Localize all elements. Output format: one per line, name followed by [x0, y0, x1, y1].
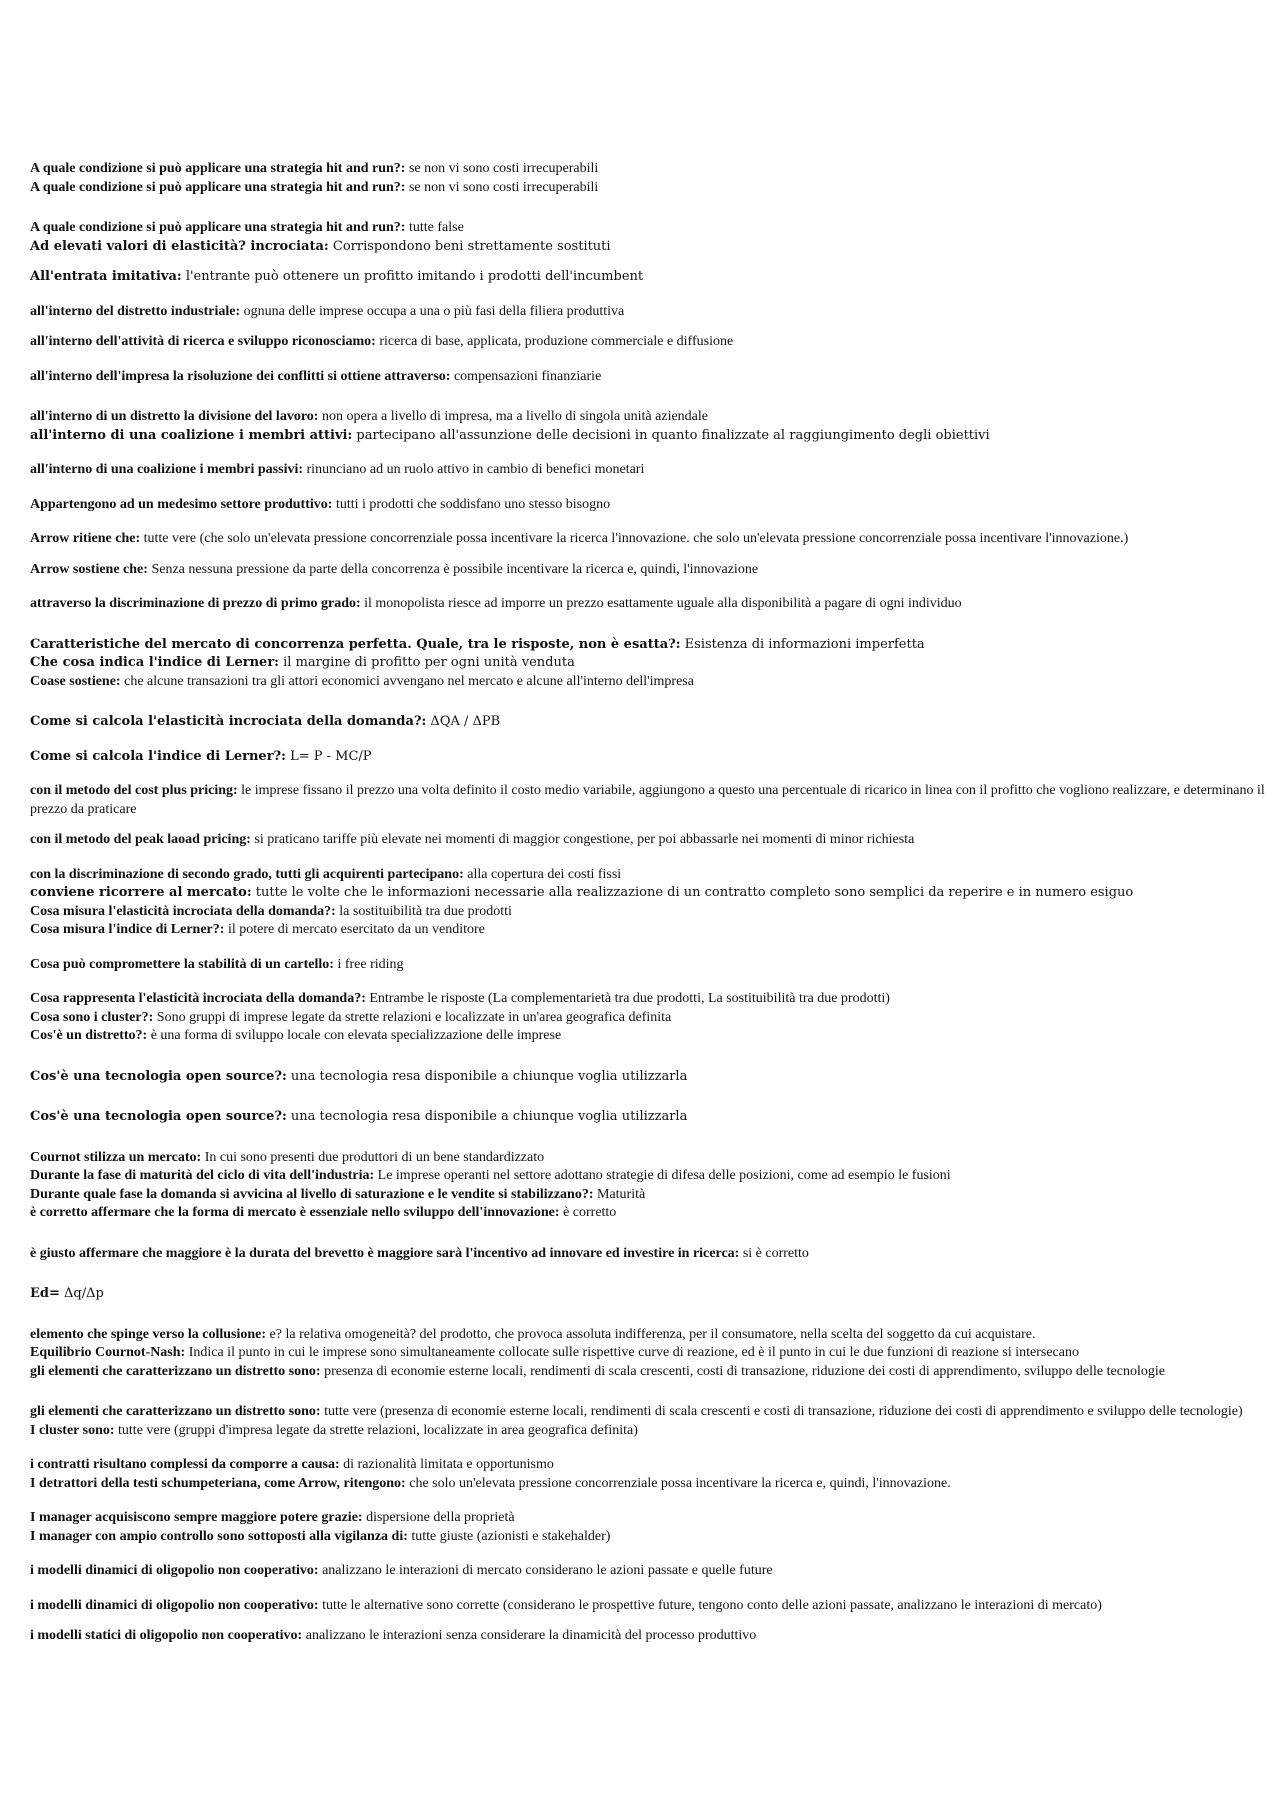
question-text: Appartengono ad un medesimo settore produttivo:	[30, 496, 333, 512]
qa-entry	[30, 713, 1266, 732]
question-text: con la discriminazione di secondo grado, tutti gli acquirenti partecipano:	[30, 866, 464, 882]
answer-text: ognuna delle imprese occupa a una o più fasi della filiera produttiva	[240, 303, 625, 319]
question-text: Come si calcola l'indice di Lerner?:	[30, 748, 286, 764]
answer-text: che solo un'elevata pressione concorrenziale possa incentivare la ricerca e, quindi, l'innovazione.	[405, 1475, 951, 1491]
question-text: con il metodo del cost plus pricing:	[30, 783, 238, 798]
question-text: gli elementi che caratterizzano un distretto sono:	[30, 1404, 321, 1419]
answer-text: le imprese fissano il prezzo una volta definito il costo medio variabile, aggiungono a questo una percentuale di ricarico in linea con il profitto che vogliono realizzare, e determinano il prezzo da praticare	[30, 783, 1265, 817]
question-text: Ed=	[30, 1286, 60, 1301]
qa-entry	[30, 782, 1266, 819]
question-text: Cos'è una tecnologia open source?:	[30, 1109, 287, 1124]
question-text: con il metodo del peak laoad pricing:	[30, 832, 251, 847]
answer-text: se non vi sono costi irrecuperabili	[405, 161, 599, 176]
answer-text: analizzano le interazioni di mercato considerano le azioni passate e quelle future	[318, 1563, 773, 1578]
answer-text: tutte vere (che solo un'elevata pressione concorrenziale possa incentivare la ricerca l'innovazione. che solo un'elevata pressione concorrenziale possa incentivare l'innovazione.)	[140, 531, 1129, 546]
qa-entry	[30, 1562, 1266, 1581]
document-page	[30, 160, 1266, 1646]
question-text: conviene ricorrere al mercato:	[30, 885, 252, 900]
answer-text: tutte le volte che le informazioni necessarie alla realizzazione di un contratto completo sono semplici da reperire e in numero esiguo	[251, 885, 1134, 900]
qa-entry	[30, 1186, 1266, 1205]
qa-entry	[30, 990, 1266, 1009]
answer-text: alla copertura dei costi fissi	[463, 866, 622, 882]
answer-text: Indica il punto in cui le imprese sono simultaneamente collocate sulle rispettive curve di reazione, ed è il punto in cui le due funzioni di reazione si intersecano	[185, 1345, 1079, 1360]
question-text: all'interno di un distretto la divisione del lavoro:	[30, 409, 319, 424]
answer-text: Sono gruppi di imprese legate da strette relazioni e localizzate in un'area geografica definita	[153, 1009, 672, 1025]
question-text: Che cosa indica l'indice di Lerner:	[30, 655, 279, 670]
answer-text: la sostituibilità tra due prodotti	[335, 903, 512, 919]
qa-entry	[30, 1108, 1266, 1127]
qa-entry	[30, 595, 1266, 614]
question-text: all'interno di una coalizione i membri passivi:	[30, 462, 304, 477]
question-text: Ad elevati valori di elasticità? incrociata:	[30, 238, 329, 254]
answer-text: ricerca di base, applicata, produzione commerciale e diffusione	[375, 334, 734, 349]
answer-text: L= P - MC/P	[285, 748, 372, 764]
question-text: A quale condizione si può applicare una strategia hit and run?:	[30, 161, 406, 176]
qa-entry	[30, 831, 1266, 850]
qa-entry	[30, 956, 1266, 975]
question-text: A quale condizione si può applicare una strategia hit and run?:	[30, 220, 406, 235]
qa-entry	[30, 903, 1266, 922]
qa-entry	[30, 1475, 1266, 1494]
question-text: I manager acquisiscono sempre maggiore potere grazie:	[30, 1510, 363, 1525]
question-text: Cosa sono i cluster?:	[30, 1009, 154, 1025]
answer-text: se non vi sono costi irrecuperabili	[405, 179, 599, 195]
answer-text: una tecnologia resa disponibile a chiunque voglia utilizzarla	[286, 1109, 688, 1124]
answer-text: Maturità	[593, 1186, 646, 1202]
question-text: all'interno di una coalizione i membri attivi:	[30, 427, 353, 443]
question-text: A quale condizione si può applicare una strategia hit and run?:	[30, 179, 406, 195]
question-text: all'interno dell'impresa la risoluzione dei conflitti si ottiene attraverso:	[30, 368, 451, 384]
question-text: i modelli dinamici di oligopolio non cooperativo:	[30, 1597, 319, 1613]
qa-entry	[30, 1245, 1266, 1264]
qa-entry	[30, 303, 1266, 322]
qa-entry	[30, 238, 1266, 257]
answer-text: presenza di economie esterne locali, rendimenti di scala crescenti, costi di transazione, riduzione dei costi di apprendimento, sviluppo delle tecnologie	[320, 1363, 1165, 1379]
question-text: Durante quale fase la domanda si avvicina al livello di saturazione e le vendite si stabilizzano?:	[30, 1186, 594, 1202]
question-text: Cos'è una tecnologia open source?:	[30, 1068, 287, 1084]
qa-entry	[30, 884, 1266, 903]
question-text: è giusto affermare che maggiore è la durata del brevetto è maggiore sarà l'incentivo ad innovare ed investire in ricerca:	[30, 1245, 740, 1261]
question-text: i modelli dinamici di oligopolio non cooperativo:	[30, 1563, 319, 1578]
qa-entry	[30, 1009, 1266, 1028]
question-text: I detrattori della testi schumpeteriana, come Arrow, ritengono:	[30, 1475, 406, 1491]
qa-entry	[30, 461, 1266, 480]
qa-entry	[30, 1456, 1266, 1475]
question-text: i modelli statici di oligopolio non cooperativo:	[30, 1628, 303, 1643]
answer-text: si è corretto	[739, 1245, 809, 1261]
qa-entry	[30, 1149, 1266, 1168]
answer-text: ΔQA / ΔPB	[426, 714, 501, 729]
answer-text: l'entrante può ottenere un profitto imitando i prodotti dell'incumbent	[181, 269, 644, 284]
qa-entry	[30, 427, 1266, 446]
qa-entry	[30, 1167, 1266, 1186]
qa-entry	[30, 921, 1266, 940]
answer-text: non opera a livello di impresa, ma a livello di singola unità aziendale	[318, 409, 708, 424]
answer-text: è una forma di sviluppo locale con elevata specializzazione delle imprese	[147, 1028, 562, 1043]
question-text: Cosa può compromettere la stabilità di un cartello:	[30, 956, 334, 972]
question-text: è corretto affermare che la forma di mercato è essenziale nello sviluppo dell'innovazione:	[30, 1205, 560, 1220]
qa-entry	[30, 673, 1266, 692]
qa-entry	[30, 408, 1266, 427]
qa-entry	[30, 333, 1266, 352]
answer-text: rinunciano ad un ruolo attivo in cambio di benefici monetari	[303, 462, 645, 477]
qa-entry	[30, 1403, 1266, 1422]
answer-text: Senza nessuna pressione da parte della concorrenza è possibile incentivare la ricerca e, quindi, l'innovazione	[147, 561, 759, 577]
qa-entry	[30, 654, 1266, 673]
qa-entry	[30, 219, 1266, 238]
qa-entry	[30, 866, 1266, 885]
answer-text: Esistenza di informazioni imperfetta	[680, 636, 925, 652]
qa-entry	[30, 1363, 1266, 1382]
answer-text: partecipano all'assunzione delle decisioni in quanto finalizzate al raggiungimento degli obiettivi	[352, 427, 990, 443]
question-text: gli elementi che caratterizzano un distretto sono:	[30, 1363, 321, 1379]
qa-entry	[30, 268, 1266, 287]
answer-text: che alcune transazioni tra gli attori economici avvengano nel mercato e alcune all'interno dell'impresa	[120, 673, 694, 689]
answer-text: e? la relativa omogeneità? del prodotto, che provoca assoluta indifferenza, per il consumatore, nella scelta del soggetto da cui acquistare.	[266, 1326, 1036, 1342]
question-text: Coase sostiene:	[30, 673, 121, 689]
answer-text: tutte false	[405, 220, 464, 235]
answer-text: Le imprese operanti nel settore adottano strategie di difesa delle posizioni, come ad esempio le fusioni	[374, 1168, 951, 1183]
qa-entry	[30, 1204, 1266, 1223]
qa-entry	[30, 1326, 1266, 1345]
qa-entry	[30, 160, 1266, 179]
qa-entry	[30, 1068, 1266, 1087]
answer-text: i free riding	[333, 956, 404, 972]
answer-text: è corretto	[559, 1205, 617, 1220]
question-text: Caratteristiche del mercato di concorrenza perfetta. Quale, tra le risposte, non è esatta?:	[30, 636, 681, 652]
question-text: Come si calcola l'elasticità incrociata della domanda?:	[30, 714, 427, 729]
question-text: I cluster sono:	[30, 1422, 115, 1438]
answer-text: tutte vere (gruppi d'impresa legate da strette relazioni, localizzate in area geografica definita)	[114, 1422, 638, 1438]
answer-text: dispersione della proprietà	[362, 1510, 515, 1525]
answer-text: tutte giuste (azionisti e stakehalder)	[407, 1528, 611, 1544]
answer-text: analizzano le interazioni senza considerare la dinamicità del processo produttivo	[302, 1628, 757, 1643]
question-text: Equilibrio Cournot-Nash:	[30, 1345, 186, 1360]
answer-text: compensazioni finanziarie	[450, 368, 602, 384]
qa-entry	[30, 1285, 1266, 1304]
qa-entry	[30, 1509, 1266, 1528]
qa-entry	[30, 1344, 1266, 1363]
question-text: Cos'è un distretto?:	[30, 1028, 148, 1043]
question-text: Cosa misura l'indice di Lerner?:	[30, 922, 225, 937]
answer-text: tutti i prodotti che soddisfano uno stesso bisogno	[332, 496, 611, 512]
answer-text: il monopolista riesce ad imporre un prezzo esattamente uguale alla disponibilità a pagare di ogni individuo	[360, 596, 962, 611]
answer-text: il potere di mercato esercitato da un venditore	[224, 922, 485, 937]
qa-entry	[30, 561, 1266, 580]
question-text: All'entrata imitativa:	[30, 269, 182, 284]
question-text: Cosa misura l'elasticità incrociata della domanda?:	[30, 903, 336, 919]
answer-text: tutte le alternative sono corrette (considerano le prospettive future, tengono conto delle azioni passate, analizzano le interazioni di mercato)	[318, 1597, 1102, 1613]
question-text: I manager con ampio controllo sono sottoposti alla vigilanza di:	[30, 1528, 408, 1544]
answer-text: si praticano tariffe più elevate nei momenti di maggior congestione, per poi abbassarle nei momenti di minor richiesta	[250, 832, 915, 847]
answer-text: In cui sono presenti due produttori di un bene standardizzato	[201, 1149, 545, 1165]
qa-entry	[30, 1597, 1266, 1616]
qa-entry	[30, 179, 1266, 198]
question-text: i contratti risultano complessi da comporre a causa:	[30, 1457, 340, 1472]
qa-entry	[30, 636, 1266, 655]
question-text: Cournot stilizza un mercato:	[30, 1149, 202, 1165]
question-text: attraverso la discriminazione di prezzo di primo grado:	[30, 596, 361, 611]
qa-entry	[30, 496, 1266, 515]
question-text: Durante la fase di maturità del ciclo di vita dell'industria:	[30, 1168, 375, 1183]
answer-text: Δq/Δp	[59, 1286, 104, 1301]
answer-text: di razionalità limitata e opportunismo	[339, 1457, 554, 1472]
question-text: Arrow ritiene che:	[30, 531, 141, 546]
qa-entry	[30, 748, 1266, 767]
answer-text: il margine di profitto per ogni unità venduta	[278, 655, 575, 670]
question-text: all'interno del distretto industriale:	[30, 303, 241, 319]
qa-entry	[30, 1422, 1266, 1441]
qa-entry	[30, 1027, 1266, 1046]
qa-entry	[30, 368, 1266, 387]
question-text: elemento che spinge verso la collusione:	[30, 1326, 267, 1342]
question-text: all'interno dell'attività di ricerca e sviluppo riconosciamo:	[30, 334, 376, 349]
qa-entry	[30, 1528, 1266, 1547]
qa-entry	[30, 1627, 1266, 1646]
question-text: Cosa rappresenta l'elasticità incrociata della domanda?:	[30, 991, 366, 1006]
answer-text: Corrispondono beni strettamente sostituti	[328, 238, 611, 254]
qa-entry	[30, 530, 1266, 549]
answer-text: una tecnologia resa disponibile a chiunque voglia utilizzarla	[286, 1068, 688, 1084]
answer-text: tutte vere (presenza di economie esterne locali, rendimenti di scala crescenti e costi di transazione, riduzione dei costi di apprendimento e sviluppo delle tecnologie)	[320, 1404, 1243, 1419]
answer-text: Entrambe le risposte (La complementarietà tra due prodotti, La sostituibilità tra due prodotti)	[365, 991, 890, 1006]
question-text: Arrow sostiene che:	[30, 561, 148, 577]
